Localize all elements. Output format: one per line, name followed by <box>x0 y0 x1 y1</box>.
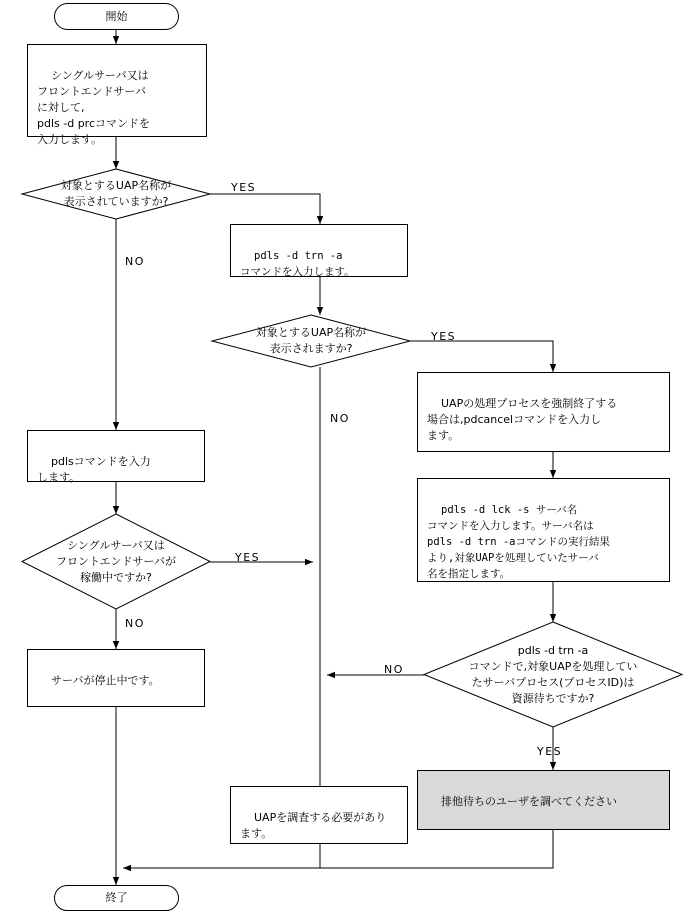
decision-uap-name-shown <box>212 315 410 367</box>
edge-label-no-4: NO <box>384 663 404 676</box>
result-server-stopped-label: サーバが停止中です。 <box>51 674 160 687</box>
process-pdls-prc <box>27 44 207 146</box>
result-check-lock-waiting-user <box>417 770 670 830</box>
process-pdls-prc-label: シングルサーバ又は フロントエンドサーバ に対して, pdls -d prcコマンドを 入力します。 <box>37 69 151 146</box>
result-server-stopped <box>27 649 205 707</box>
edge-label-no-1: NO <box>125 255 145 268</box>
edge-label-yes-4: YES <box>537 745 563 758</box>
decision-server-running <box>22 514 210 609</box>
decision-resource-wait <box>424 622 682 727</box>
process-pdls-trn-a <box>230 224 408 277</box>
edge-label-yes-2: YES <box>431 330 457 343</box>
process-pdls-command <box>27 430 205 482</box>
start-label: 開始 <box>105 9 128 23</box>
process-pdls-command-label: pdlsコマンドを入力 します。 <box>37 455 151 484</box>
edge-label-yes-3: YES <box>235 551 261 564</box>
decision-uap-name-shown-label: 対象とするUAP名称が 表示されますか? <box>255 326 367 355</box>
result-check-lock-waiting-user-label: 排他待ちのユーザを調べてください <box>441 795 617 808</box>
result-investigate-uap-label: UAPを調査する必要があり ます。 <box>240 811 387 840</box>
end-terminator <box>54 885 179 911</box>
process-pdcancel-label: UAPの処理プロセスを強制終了する 場合は,pdcancelコマンドを入力し ます。 <box>427 397 618 442</box>
result-investigate-uap <box>230 786 408 844</box>
process-pdls-lck <box>417 478 670 582</box>
edge-label-no-2: NO <box>330 412 350 425</box>
start-terminator <box>54 3 179 30</box>
process-pdls-lck-label: pdls -d lck -s サーバ名 コマンドを入力します。サーバ名は pdls -d trn -aコマンドの実行結果 より,対象UAPを処理していたサーバ 名を指定します。 <box>427 504 611 580</box>
decision-uap-name-displayed <box>22 169 210 219</box>
process-pdls-trn-a-label: pdls -d trn -a コマンドを入力します。 <box>240 250 355 278</box>
decision-uap-name-displayed-label: 対象とするUAP名称が 表示されていますか? <box>60 179 172 208</box>
decision-server-running-label: シングルサーバ又は フロントエンドサーバが 稼働中ですか? <box>55 538 176 584</box>
edge-label-yes-1: YES <box>231 181 257 194</box>
process-pdcancel <box>417 372 670 452</box>
end-label: 終了 <box>105 891 128 904</box>
edge-label-no-3: NO <box>125 617 145 630</box>
decision-resource-wait-label: pdls -d trn -a コマンドで,対象UAPを処理してい たサーバプロセス(プロセスID)は 資源待ちですか? <box>468 643 638 705</box>
